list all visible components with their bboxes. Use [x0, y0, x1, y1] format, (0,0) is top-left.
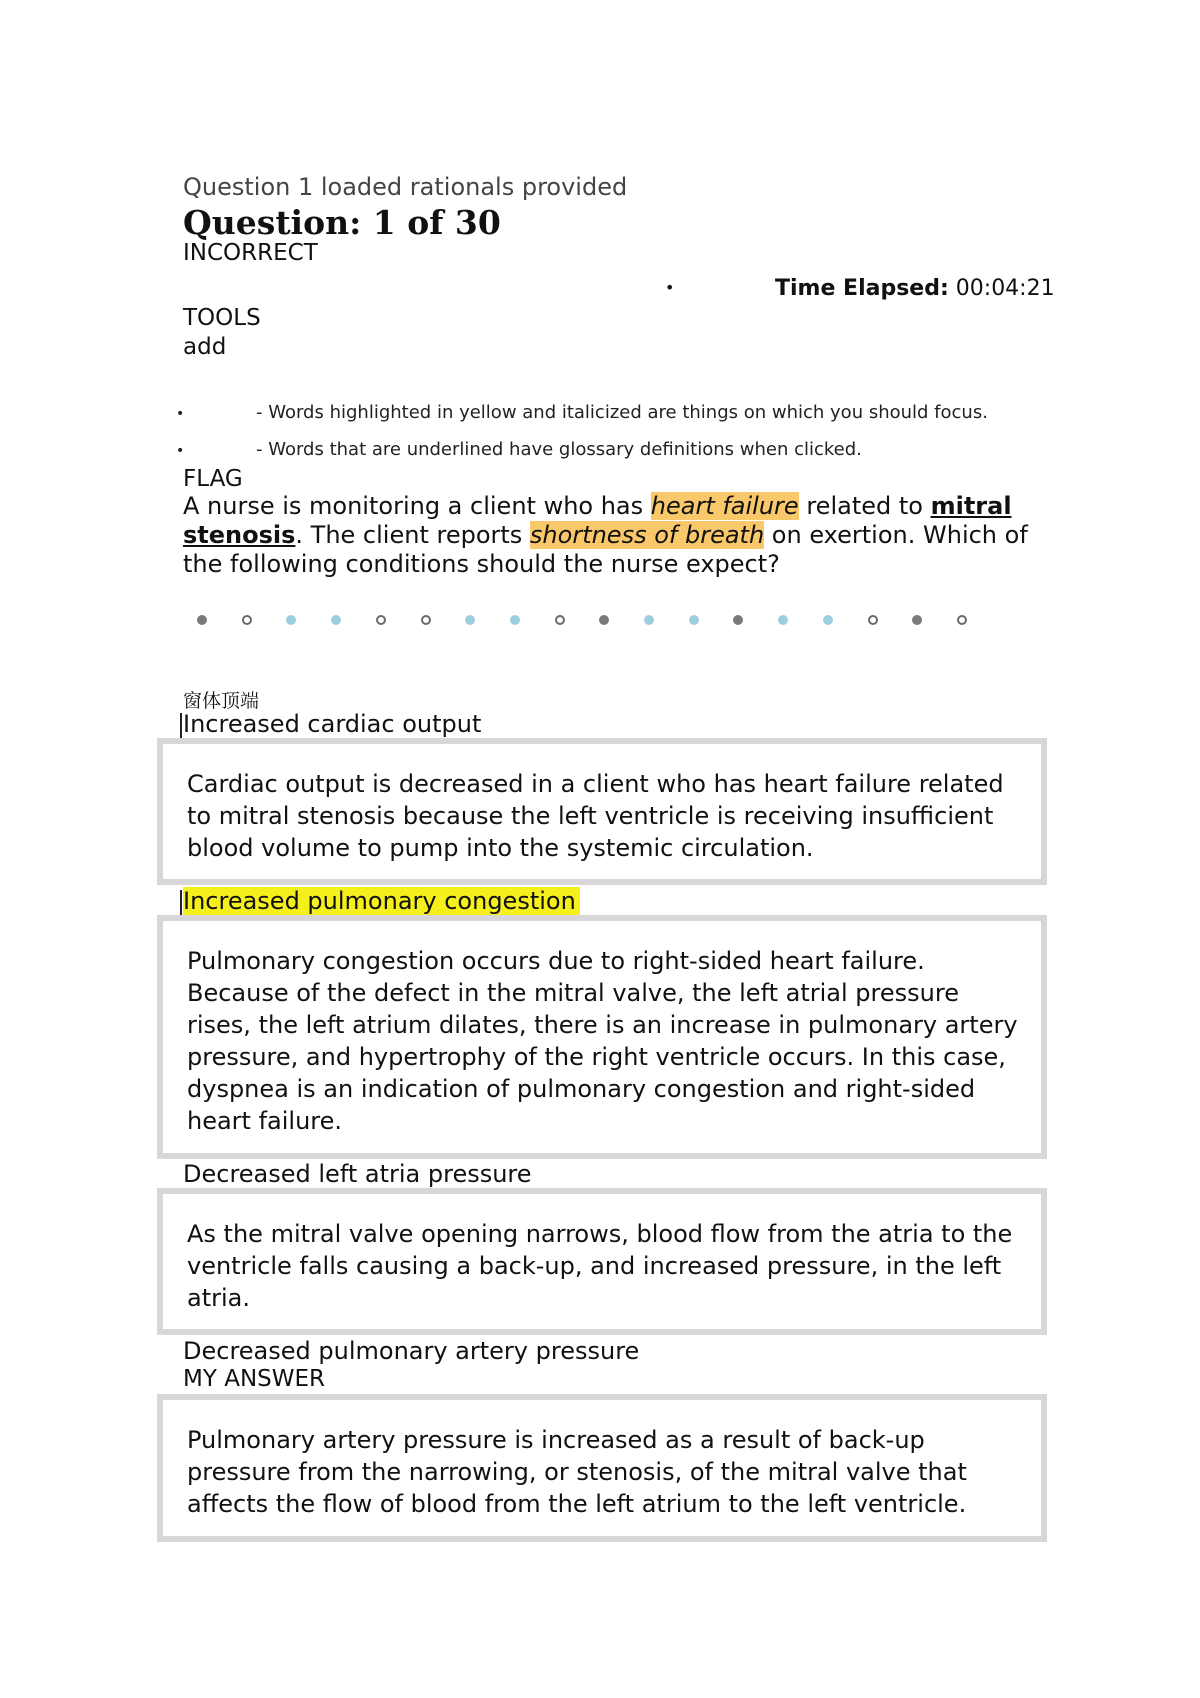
dot-ring-icon — [421, 615, 431, 625]
add-button[interactable]: add — [183, 334, 227, 360]
instruction-note — [176, 439, 862, 460]
option-label: Increased pulmonary congestion — [183, 887, 580, 915]
rationale-box — [157, 1394, 1047, 1542]
instruction-note — [176, 402, 988, 423]
question-counter: Question: 1 of 30 — [183, 203, 501, 242]
dot-ring-icon — [868, 615, 878, 625]
dot-ring-icon — [242, 615, 252, 625]
time-label: Time Elapsed: — [775, 276, 949, 301]
dot-dark-icon — [912, 615, 922, 625]
stem-text: . The client reports — [295, 521, 530, 549]
option-marker — [180, 890, 182, 916]
rationale-box — [157, 915, 1047, 1159]
option-label: Decreased pulmonary artery pressure — [183, 1337, 640, 1365]
stem-text: A nurse is monitoring a client who has — [183, 492, 651, 520]
bullet-icon: • — [665, 278, 675, 297]
dot-ring-icon — [957, 615, 967, 625]
rationale-box — [157, 738, 1047, 885]
focus-highlight: shortness of breath — [529, 521, 765, 549]
rationale-text: Pulmonary congestion occurs due to right-sided heart failure. Because of the defect in the mitral valve, the left atrial pressure rises, the left atrium dilates, there is an increase in pulmonary artery pressure, and hypertrophy of the right ventricle occurs. In this case, dyspnea is an indication of pulmonary congestion and right-sided heart failure. — [187, 947, 1018, 1135]
dot-blue-icon — [465, 615, 475, 625]
bullet-icon: • — [176, 406, 185, 422]
dot-dark-icon — [197, 615, 207, 625]
dot-ring-icon — [555, 615, 565, 625]
option-label: Increased cardiac output — [183, 710, 482, 738]
flag-button[interactable]: FLAG — [183, 466, 243, 492]
option-marker — [180, 713, 182, 739]
dot-blue-icon — [778, 615, 788, 625]
form-top-marker: 窗体顶端 — [183, 690, 260, 712]
instruction-text: - Words highlighted in yellow and italicized are things on which you should focus. — [256, 402, 988, 423]
stem-text: on exertion. Which of the following conditions should the nurse expect? — [183, 521, 1028, 578]
focus-highlight: heart failure — [650, 492, 799, 520]
stem-text: related to — [798, 492, 931, 520]
answer-status: INCORRECT — [183, 240, 318, 266]
time-elapsed — [775, 276, 1055, 301]
option-label: Decreased left atria pressure — [183, 1160, 532, 1188]
rationale-text: Cardiac output is decreased in a client who has heart failure related to mitral stenosis because the left ventricle is receiving insufficient blood volume to pump into the systemic circulation. — [187, 770, 1004, 862]
rationale-box — [157, 1188, 1047, 1335]
dot-blue-icon — [331, 615, 341, 625]
answer-option-correct[interactable] — [183, 887, 580, 915]
answer-option[interactable] — [183, 1160, 532, 1188]
dot-blue-icon — [823, 615, 833, 625]
tools-button[interactable]: TOOLS — [183, 305, 261, 331]
dot-blue-icon — [286, 615, 296, 625]
dot-blue-icon — [510, 615, 520, 625]
dot-blue-icon — [644, 615, 654, 625]
rationale-text: Pulmonary artery pressure is increased as a result of back-up pressure from the narrowing, or stenosis, of the mitral valve that affects the flow of blood from the left atrium to the left ventricle. — [187, 1426, 967, 1518]
dot-dark-icon — [733, 615, 743, 625]
instruction-text: - Words that are underlined have glossary definitions when clicked. — [256, 439, 862, 460]
question-stem — [183, 492, 1033, 579]
dot-dark-icon — [599, 615, 609, 625]
dot-blue-icon — [689, 615, 699, 625]
answer-option-selected[interactable] — [183, 1337, 639, 1365]
answer-option[interactable] — [183, 710, 481, 738]
dot-ring-icon — [376, 615, 386, 625]
bullet-icon: • — [176, 443, 185, 459]
intro-text: Question 1 loaded rationals provided — [183, 173, 628, 201]
glossary-link[interactable]: mitral stenosis — [183, 492, 1012, 549]
rationale-text: As the mitral valve opening narrows, blood flow from the atria to the ventricle falls causing a back-up, and increased pressure, in the left atria. — [187, 1220, 1013, 1312]
decorative-dot-row — [197, 615, 977, 627]
my-answer-label: MY ANSWER — [183, 1366, 325, 1392]
time-value: 00:04:21 — [955, 276, 1055, 301]
